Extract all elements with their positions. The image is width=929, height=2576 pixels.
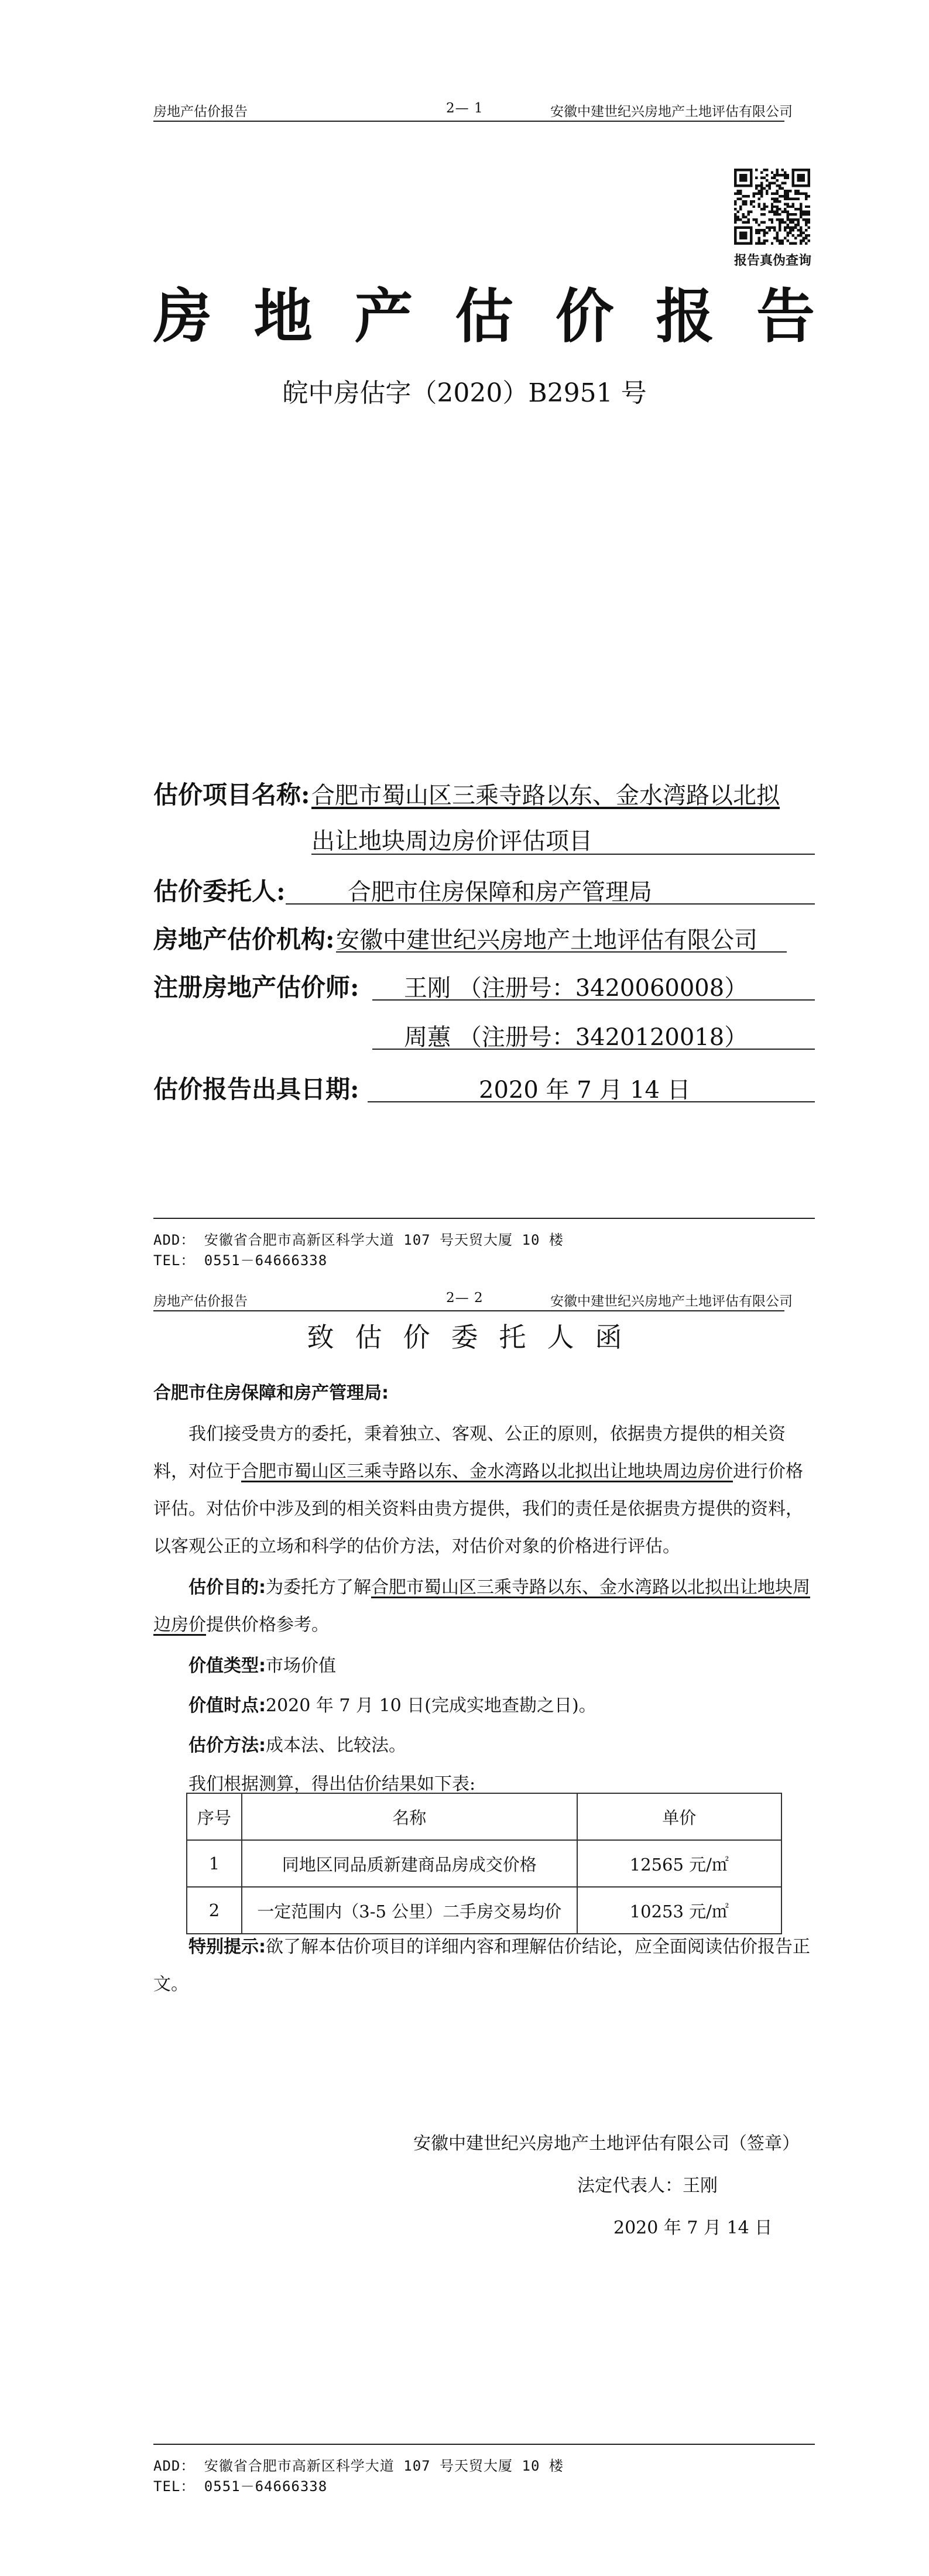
- table-row: [187, 1840, 781, 1887]
- letter-page: [0, 1288, 929, 2576]
- qr-verify-label: 报告真伪查询: [734, 254, 812, 268]
- issue-date-label: 估价报告出具日期:: [153, 1075, 359, 1104]
- footer-rule: [153, 1218, 815, 1219]
- special-note: [153, 1928, 815, 2003]
- appraiser-1: 王刚 （注册号：3420060008）: [404, 975, 748, 1002]
- footer-address: ADD： 安徽省合肥市高新区科学大道 107 号天贸大厦 10 楼: [153, 1232, 564, 1248]
- table-cell: 10253 元/㎡: [577, 1887, 781, 1934]
- result-intro: 我们根据测算，得出估价结果如下表:: [188, 1774, 476, 1794]
- table-cell: 1: [187, 1840, 242, 1887]
- value-time-row: [188, 1691, 597, 1717]
- appraiser-2: 周蕙 （注册号：3420120018）: [404, 1024, 748, 1051]
- table-row: [187, 1887, 781, 1934]
- salutation: 合肥市住房保障和房产管理局:: [153, 1383, 389, 1403]
- header-rule: [153, 1310, 784, 1311]
- value-time-label: 价值时点:: [188, 1695, 266, 1716]
- purpose-text: 为委托方了解: [266, 1577, 371, 1598]
- title-char: 估: [454, 282, 513, 351]
- note-label: 特别提示:: [188, 1937, 266, 1957]
- client-value: 合肥市住房保障和房产管理局: [348, 879, 652, 906]
- report-title: [153, 269, 815, 354]
- agency-underline: [336, 951, 787, 953]
- header-rule: [153, 121, 784, 122]
- header-page-number: 2— 2: [446, 1290, 484, 1306]
- client-underline: [286, 903, 815, 905]
- value-type-label: 价值类型:: [188, 1656, 266, 1676]
- project-name-line1: 合肥市蜀山区三乘寺路以东、金水湾路以北拟: [311, 782, 780, 809]
- purpose-paragraph: [153, 1569, 815, 1644]
- project-name-line2: 出让地块周边房价评估项目: [311, 828, 592, 855]
- issue-date-value: 2020 年 7 月 14 日: [479, 1077, 691, 1104]
- title-char: 产: [354, 282, 413, 351]
- header-report-type: 房地产估价报告: [153, 104, 248, 119]
- purpose-subject: 合肥市蜀山区三乘寺路以东、金水湾路以北拟出让地块周边房价: [153, 1577, 810, 1635]
- table-header: 单价: [577, 1793, 781, 1840]
- note-text: 欲了解本估价项目的详细内容和理解估价结论，应全面阅读估价报告正文。: [153, 1937, 810, 1995]
- agency-value: 安徽中建世纪兴房地产土地评估有限公司: [336, 927, 757, 954]
- header-report-type: 房地产估价报告: [153, 1294, 248, 1309]
- footer-tel: TEL： 0551－64666338: [153, 1252, 328, 1269]
- body-text: 进行价格评估。对估价中涉及到的相关资料由贵方提供，我们的责任是依据贵方提供的资料，以客观公正的立场和科学的估价方法，对估价对象的价格进行评估。: [153, 1461, 803, 1557]
- signature-date: 2020 年 7 月 14 日: [613, 2218, 773, 2238]
- appraiser-2-underline: [372, 1049, 815, 1050]
- result-table: [186, 1793, 782, 1934]
- method-label: 估价方法:: [188, 1735, 266, 1756]
- title-char: 告: [756, 282, 815, 351]
- table-header: 序号: [187, 1793, 242, 1840]
- value-type-value: 市场价值: [266, 1656, 336, 1676]
- table-header-row: [187, 1793, 781, 1840]
- body-text: 我们接受贵方的委托，秉着独立、客观、公正的原则，依据贵方提供的相关资料，对位于: [153, 1424, 786, 1482]
- title-char: 报: [656, 282, 715, 351]
- header-company: 安徽中建世纪兴房地产土地评估有限公司: [550, 1294, 793, 1309]
- header-company: 安徽中建世纪兴房地产土地评估有限公司: [550, 104, 793, 119]
- header-page-number: 2— 1: [446, 101, 484, 116]
- value-time-value: 2020 年 7 月 10 日(完成实地查勘之日)。: [266, 1695, 597, 1716]
- title-char: 地: [253, 282, 313, 351]
- method-value: 成本法、比较法。: [266, 1735, 406, 1756]
- qr-code-icon[interactable]: [734, 169, 810, 245]
- issue-date-underline: [368, 1101, 815, 1102]
- purpose-text: 提供价格参考。: [206, 1615, 329, 1635]
- body-subject: 合肥市蜀山区三乘寺路以东、金水湾路以北拟出让地块周边房价: [241, 1461, 733, 1482]
- table-cell: 一定范围内（3-5 公里）二手房交易均价: [242, 1887, 577, 1934]
- footer-tel: TEL： 0551－64666338: [153, 2478, 328, 2495]
- appraiser-1-underline: [372, 999, 815, 1001]
- letter-title: 致估价委托人函: [307, 1321, 643, 1353]
- client-label: 估价委托人:: [153, 877, 286, 906]
- project-name-label: 估价项目名称:: [153, 780, 310, 809]
- table-cell: 12565 元/㎡: [577, 1840, 781, 1887]
- value-type-row: [188, 1651, 336, 1677]
- table-cell: 2: [187, 1887, 242, 1934]
- signature-company: 安徽中建世纪兴房地产土地评估有限公司（签章）: [413, 2133, 800, 2154]
- table-header: 名称: [242, 1793, 577, 1840]
- purpose-label: 估价目的:: [188, 1577, 266, 1598]
- report-number: 皖中房估字（2020）B2951 号: [282, 378, 647, 408]
- footer-address: ADD： 安徽省合肥市高新区科学大道 107 号天贸大厦 10 楼: [153, 2458, 564, 2474]
- table-cell: 同地区同品质新建商品房成交价格: [242, 1840, 577, 1887]
- appraiser-label: 注册房地产估价师:: [153, 973, 359, 1002]
- project-name-underline: [311, 854, 815, 855]
- signature-representative: 法定代表人：王刚: [577, 2176, 718, 2196]
- method-row: [188, 1731, 406, 1756]
- footer-rule: [153, 2444, 815, 2445]
- body-paragraph: [153, 1416, 815, 1566]
- title-char: 价: [555, 282, 614, 351]
- agency-label: 房地产估价机构:: [153, 925, 335, 954]
- title-char: 房: [153, 282, 212, 351]
